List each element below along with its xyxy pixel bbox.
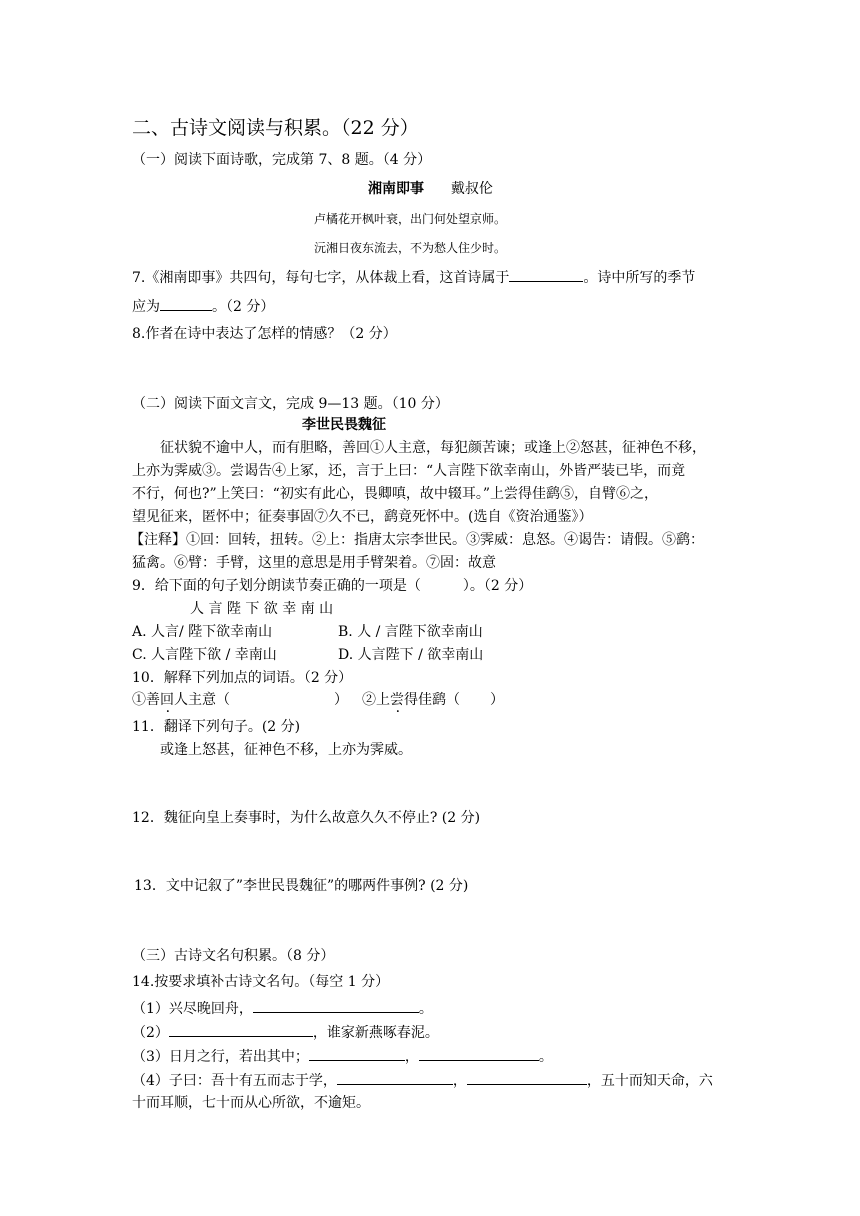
q9-sentence: 人 言 陛 下 欲 幸 南 山 xyxy=(190,601,334,617)
passage-line-4: 望见征来，匿怀中；征奏事固⑦久不已，鹞竟死怀中。(选自《资治通鉴》） xyxy=(132,509,593,525)
fill4-text-2: ，五十而知天命，六 xyxy=(586,1073,713,1089)
section-title: 二、古诗文阅读与积累。（22 分） xyxy=(132,117,419,139)
fill1-text: （1）兴尽晚回舟， xyxy=(132,1001,253,1017)
fill-line-3 xyxy=(132,1045,553,1067)
notes-line-1: 【注释】①回：回转，扭转。②上：指唐太宗李世民。③霁威：息怒。④谒告：请假。⑤鹞： xyxy=(130,532,704,548)
poem-heading xyxy=(368,179,493,199)
question-12: 12．魏征向皇上奏事时，为什么故意久久不停止? (2 分) xyxy=(132,810,481,826)
fill-line-4-cont: 十而耳顺，七十而从心所欲，不逾矩。 xyxy=(132,1095,370,1111)
fill4-blank-1[interactable] xyxy=(337,1069,453,1085)
part1-heading: （一）阅读下面诗歌，完成第 7、8 题。（4 分） xyxy=(132,152,432,168)
q7-text-2: 。诗中所写的季节 xyxy=(583,270,696,286)
passage-line-1: 征状貌不逾中人，而有胆略，善回①人主意，每犯颜苦谏；或逢上②怒甚，征神色不移， xyxy=(160,440,706,456)
fill2-text: （2） xyxy=(132,1025,169,1041)
fill3-blank-1[interactable] xyxy=(309,1045,405,1061)
q10-items xyxy=(132,690,504,710)
q10b-text: ②上 xyxy=(362,692,390,708)
passage-line-2: 上亦为霁威③。尝谒告④上冢，还，言于上曰：“人言陛下欲幸南山，外皆严装已毕，而竟 xyxy=(132,463,686,479)
q10b-dotted-word: 尝 xyxy=(390,692,404,708)
fill1-blank[interactable] xyxy=(253,997,419,1013)
fill3-text: （3）日月之行，若出其中； xyxy=(132,1049,309,1065)
fill4-sep: ， xyxy=(452,1073,467,1089)
part3-heading: （三）古诗文名句积累。（8 分） xyxy=(132,948,335,964)
question-7-cont xyxy=(132,295,274,317)
q7-text-3: 应为 xyxy=(132,299,160,315)
q9-option-b[interactable]: B. 人 / 言陛下欲幸南山 xyxy=(338,624,483,640)
fill1-end: 。 xyxy=(418,1001,433,1017)
q10b-close: ） xyxy=(490,692,504,708)
q11-sentence: 或逢上怒甚，征神色不移，上亦为霁威。 xyxy=(160,742,412,758)
question-11: 11．翻译下列句子。(2 分) xyxy=(132,719,301,735)
part2-heading: （二）阅读下面文言文，完成 9—13 题。（10 分） xyxy=(132,396,449,412)
poem-author: 戴叔伦 xyxy=(450,181,493,197)
fill-line-1 xyxy=(132,997,433,1019)
fill4-blank-2[interactable] xyxy=(467,1069,587,1085)
passage-line-3: 不行，何也?”上笑曰：“初实有此心，畏卿嗔，故中辍耳。”上尝得佳鹞⑤，自臂⑥之， xyxy=(132,486,658,502)
question-10: 10．解释下列加点的词语。（2 分） xyxy=(132,670,353,686)
question-7 xyxy=(132,266,695,288)
q10a-text-2: 人主意（ xyxy=(174,692,230,708)
q10a-close: ） xyxy=(334,692,348,708)
fill-line-2 xyxy=(132,1021,439,1043)
q10b-text-2: 得佳鹞（ xyxy=(404,692,460,708)
question-9: 9．给下面的句子划分朗读节奏正确的一项是（ ）。（2 分） xyxy=(132,578,533,594)
q9-option-d[interactable]: D. 人言陛下 / 欲幸南山 xyxy=(338,647,484,663)
question-14: 14.按要求填补古诗文名句。（每空 1 分） xyxy=(132,974,390,990)
fill4-text: （4）子曰：吾十有五而志于学， xyxy=(132,1073,337,1089)
q10a-text: ①善 xyxy=(132,692,160,708)
q7-blank-2[interactable] xyxy=(160,295,212,311)
fill2-blank[interactable] xyxy=(169,1021,313,1037)
fill2-end: ，谁家新燕啄春泥。 xyxy=(312,1025,439,1041)
fill3-end: 。 xyxy=(538,1049,553,1065)
fill3-blank-2[interactable] xyxy=(419,1045,539,1061)
fill3-sep: ， xyxy=(404,1049,419,1065)
notes-line-2: 猛禽。⑥臂：手臂，这里的意思是用手臂架着。⑦固：故意 xyxy=(132,555,496,571)
question-13: 13．文中记叙了”李世民畏魏征”的哪两件事例? (2 分) xyxy=(134,878,469,894)
poem-line-1: 卢橘花开枫叶衰，出门何处望京师。 xyxy=(314,212,507,226)
q7-text-4: 。（2 分） xyxy=(212,299,275,315)
question-8: 8.作者在诗中表达了怎样的情感？（2 分） xyxy=(132,326,397,342)
q10a-dotted-word: 回 xyxy=(160,692,174,708)
q7-text: 7.《湘南即事》共四句，每句七字，从体裁上看，这首诗属于 xyxy=(132,270,510,286)
q9-option-a[interactable]: A. 人言/ 陛下欲幸南山 xyxy=(132,624,273,640)
q9-option-c[interactable]: C. 人言陛下欲 / 幸南山 xyxy=(132,647,277,663)
poem-title: 湘南即事 xyxy=(368,181,424,197)
passage-title: 李世民畏魏征 xyxy=(302,417,386,433)
q7-blank-1[interactable] xyxy=(509,266,583,282)
poem-line-2: 沅湘日夜东流去，不为愁人住少时。 xyxy=(314,241,507,255)
fill-line-4 xyxy=(132,1069,713,1091)
